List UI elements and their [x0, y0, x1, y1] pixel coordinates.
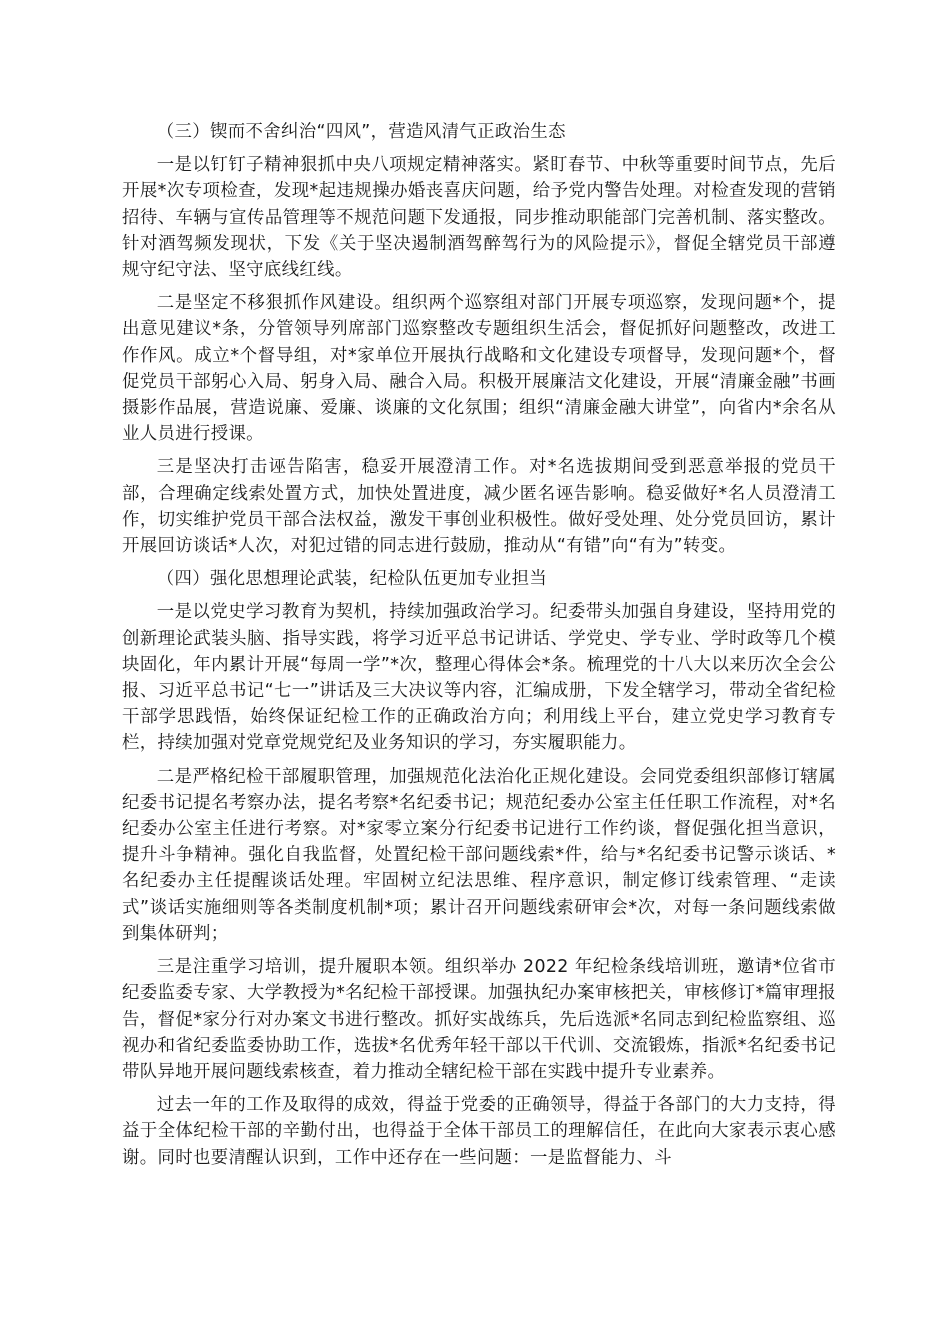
- closing-paragraph: 过去一年的工作及取得的成效，得益于党委的正确领导，得益于各部门的大力支持，得益于全体纪检干部的辛勤付出，也得益于全体干部员工的理解信任，在此向大家表示衷心感谢。同时也要清醒认识到，工作中还存在一些问题：一是监督能力、斗: [122, 1095, 836, 1168]
- section-heading-4: （四）强化思想理论武装，纪检队伍更加专业担当: [156, 569, 548, 590]
- paragraph: 一是以党史学习教育为契机，持续加强政治学习。纪委带头加强自身建设，坚持用党的创新理论武装头脑、指导实践，将学习近平总书记讲话、学党史、学专业、学时政等几个模块固化，年内累计开展“每周一学”*次，整理心得体会*条。梳理党的十八大以来历次全会公报、习近平总书记“七一”讲话及三大决议等内容，汇编成册，下发全辖学习，带动全省纪检干部学思践悟，始终保证纪检工作的正确政治方向；利用线上平台，建立党史学习教育专栏，持续加强对党章党规党纪及业务知识的学习，夯实履职能力。: [122, 602, 836, 754]
- paragraph: 三是坚决打击诬告陷害，稳妥开展澄清工作。对*名选拔期间受到恶意举报的党员干部，合理确定线索处置方式，加快处置进度，减少匿名诬告影响。稳妥做好*名人员澄清工作，切实维护党员干部合法权益，激发干事创业积极性。做好受处理、处分党员回访，累计开展回访谈话*人次，对犯过错的同志进行鼓励，推动从“有错”向“有为”转变。: [122, 457, 836, 557]
- document-body: [122, 119, 836, 1171]
- paragraph: 二是严格纪检干部履职管理，加强规范化法治化正规化建设。会同党委组织部修订辖属纪委书记提名考察办法，提名考察*名纪委书记；规范纪委办公室主任任职工作流程，对*名纪委办公室主任进行考察。对*家零立案分行纪委书记进行工作约谈，督促强化担当意识，提升斗争精神。强化自我监督，处置纪检干部问题线索*件，给与*名纪委书记警示谈话、*名纪委办主任提醒谈话处理。牢固树立纪法思维、程序意识，制定修订线索管理、“走读式”谈话实施细则等各类制度机制*项；累计召开问题线索研审会*次，对每一条问题线索做到集体研判；: [122, 766, 836, 944]
- paragraph: 一是以钉钉子精神狠抓中央八项规定精神落实。紧盯春节、中秋等重要时间节点，先后开展*次专项检查，发现*起违规操办婚丧喜庆问题，给予党内警告处理。对检查发现的营销招待、车辆与宣传品管理等不规范问题下发通报，同步推动职能部门完善机制、落实整改。针对酒驾频发现状，下发《关于坚决遏制酒驾醉驾行为的风险提示》，督促全辖党员干部遵规守纪守法、坚守底线红线。: [122, 155, 836, 281]
- paragraph: 二是坚定不移狠抓作风建设。组织两个巡察组对部门开展专项巡察，发现问题*个，提出意见建议*条，分管领导列席部门巡察整改专题组织生活会，督促抓好问题整改，改进工作作风。成立*个督导组，对*家单位开展执行战略和文化建设专项督导，发现问题*个，督促党员干部躬心入局、躬身入局、融合入局。积极开展廉洁文化建设，开展“清廉金融”书画摄影作品展，营造说廉、爱廉、谈廉的文化氛围；组织“清廉金融大讲堂”，向省内*余名从业人员进行授课。: [122, 293, 836, 445]
- section-heading-3: （三）锲而不舍纠治“四风”，营造风清气正政治生态: [156, 122, 566, 142]
- paragraph: 三是注重学习培训，提升履职本领。组织举办 2022 年纪检条线培训班，邀请*位省市纪委监委专家、大学教授为*名纪检干部授课。加强执纪办案审核把关，审核修订*篇审理报告，督促*家分行对办案文书进行整改。抓好实战练兵，先后选派*名同志到纪检监察组、巡视办和省纪委监委协助工作，选拔*名优秀年轻干部以干代训、交流锻炼，指派*名纪委书记带队异地开展问题线索核查，着力推动全辖纪检干部在实践中提升专业素养。: [122, 957, 836, 1082]
